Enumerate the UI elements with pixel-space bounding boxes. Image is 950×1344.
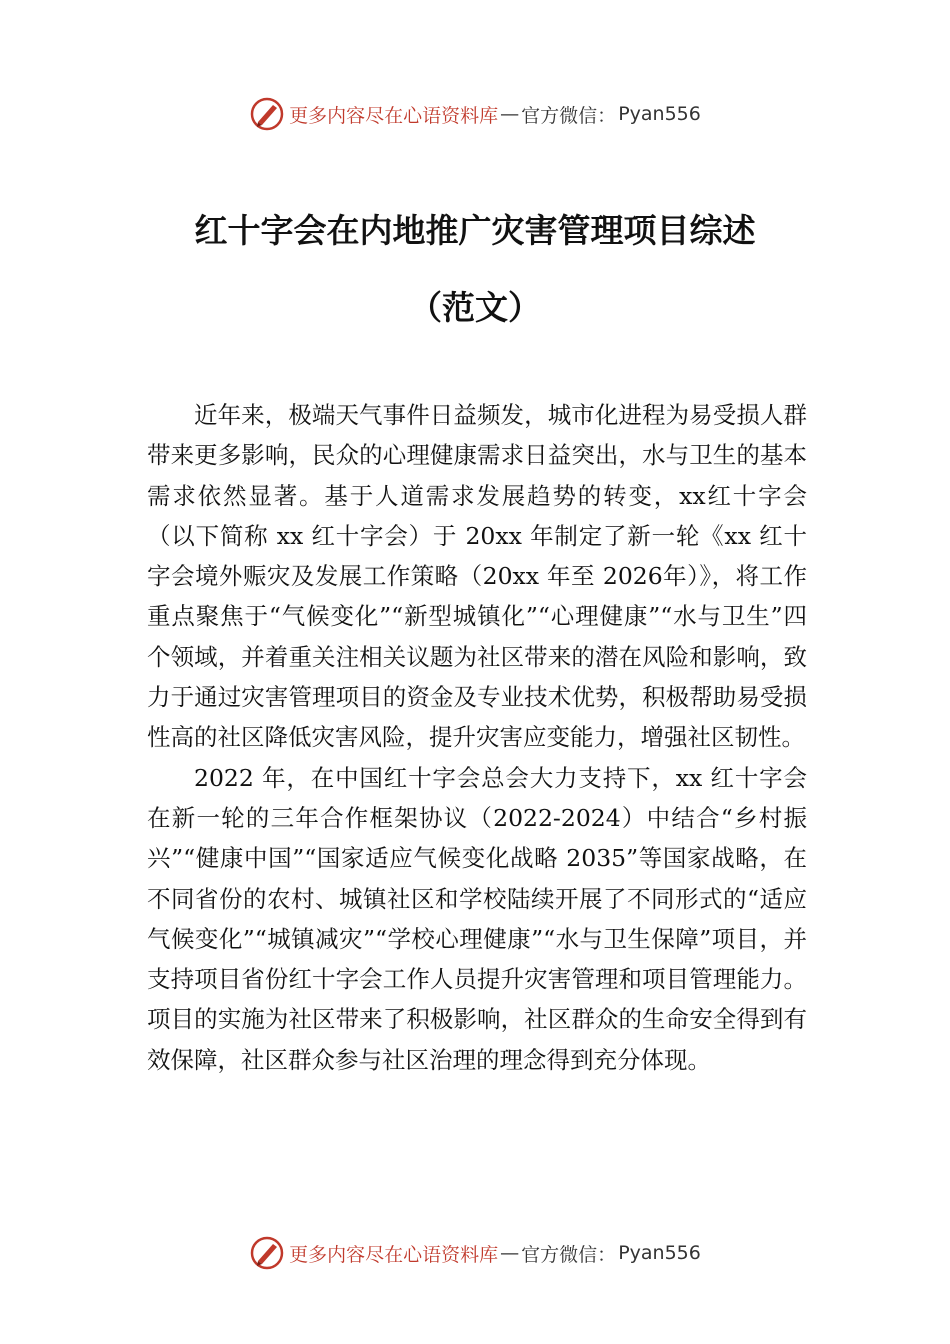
banner-dash: — — [500, 103, 520, 125]
document-subtitle: （范文） — [409, 288, 541, 327]
footer-banner — [0, 1233, 950, 1273]
header-banner — [0, 94, 950, 134]
pen-seal-icon — [249, 96, 285, 132]
banner-prefix: 更多内容尽在心语资料库 — [289, 104, 499, 127]
banner-suffix: 官方微信： — [521, 1243, 617, 1266]
pen-seal-icon — [249, 1235, 285, 1271]
document-body — [147, 395, 807, 1080]
paragraph: 近年来，极端天气事件日益频发，城市化进程为易受损人群带来更多影响，民众的心理健康需求日益突出，水与卫生的基本需求依然显著。基于人道需求发展趋势的转变，xx红十字会（以下简称 xx 红十字会）于 20xx 年制定了新一轮《xx 红十字会境外赈灾及发展工作策略（20xx 年至 2026年）》，将工作重点聚焦于“气候变化”“新型城镇化”“心理健康”“水与卫生”四个领域，并着重关注相关议题为社区带来的潜在风险和影响，致力于通过灾害管理项目的资金及专业技术优势，积极帮助易受损性高的社区降低灾害风险，提升灾害应变能力，增强社区韧性。 — [147, 401, 807, 752]
paragraph: 2022 年，在中国红十字会总会大力支持下，xx 红十字会在新一轮的三年合作框架协议（2022-2024）中结合“乡村振兴”“健康中国”“国家适应气候变化战略 2035”等国家战略，在不同省份的农村、城镇社区和学校陆续开展了不同形式的“适应气候变化”“城镇减灾”“学校心理健康”“水与卫生保障”项目，并支持项目省份红十字会工作人员提升灾害管理和项目管理能力。项目的实施为社区带来了积极影响，社区群众的生命安全得到有效保障，社区群众参与社区治理的理念得到充分体现。 — [147, 763, 807, 1074]
banner-suffix: 官方微信： — [521, 104, 617, 127]
document-title: 红十字会在内地推广灾害管理项目综述 — [194, 211, 756, 250]
banner-wechat-id: Pyan556 — [618, 103, 701, 125]
banner-wechat-id: Pyan556 — [618, 1242, 701, 1264]
banner-dash: — — [500, 1242, 520, 1264]
banner-prefix: 更多内容尽在心语资料库 — [289, 1243, 499, 1266]
